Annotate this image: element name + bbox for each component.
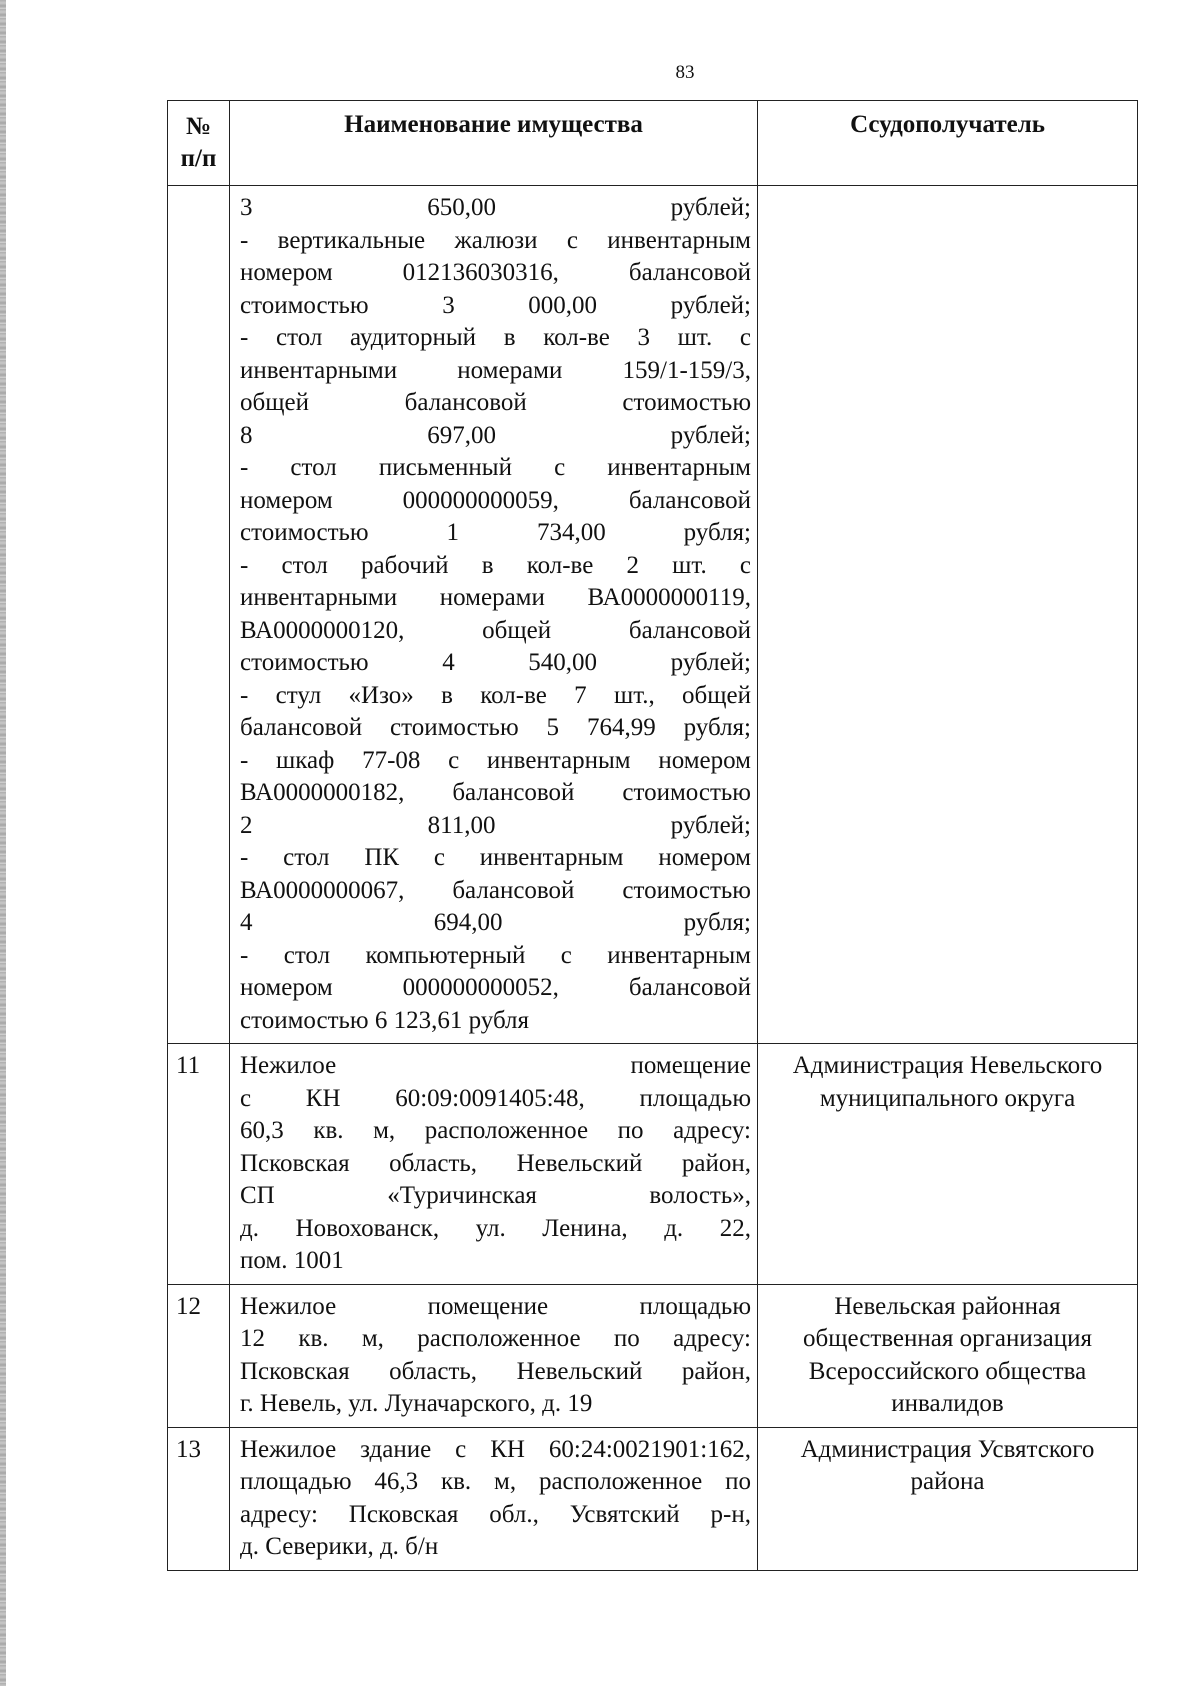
text-line: Псковская область, Невельский район, bbox=[240, 1357, 751, 1385]
header-property-name: Наименование имущества bbox=[230, 101, 758, 186]
text-line: Нежилое помещение bbox=[240, 1052, 751, 1079]
text-line: балансовой стоимостью 5 764,99 рубля; bbox=[240, 714, 751, 741]
text-line: д. Новохованск, ул. Ленина, д. 22, bbox=[240, 1214, 751, 1242]
text-line: СП «Туричинская волость», bbox=[240, 1182, 751, 1209]
table-row bbox=[168, 1427, 1138, 1570]
text-line: 3 650,00 рублей; bbox=[240, 194, 751, 221]
text-line: - стул «Изо» в кол-ве 7 шт., общей bbox=[240, 681, 751, 709]
text-line: д. Северики, д. б/н bbox=[240, 1533, 439, 1560]
row-number bbox=[168, 186, 230, 1044]
property-table bbox=[167, 100, 1138, 1571]
text-line: пом. 1001 bbox=[240, 1247, 344, 1274]
text-line: Нежилое здание с КН 60:24:0021901:162, bbox=[240, 1435, 751, 1463]
text-line: номером 000000000052, балансовой bbox=[240, 974, 751, 1001]
text-line: с КН 60:09:0091405:48, площадью bbox=[240, 1084, 751, 1112]
text-line: стоимостью 4 540,00 рублей; bbox=[240, 649, 751, 676]
property-description bbox=[230, 1044, 758, 1285]
text-line: Всероссийского общества bbox=[808, 1357, 1087, 1385]
text-line: муниципального округа bbox=[819, 1084, 1076, 1112]
table-row bbox=[168, 1284, 1138, 1427]
text-line: - вертикальные жалюзи с инвентарным bbox=[240, 226, 751, 254]
text-line: ВА0000000120, общей балансовой bbox=[240, 616, 751, 644]
scan-edge bbox=[0, 0, 6, 1686]
text-line: - стол ПК с инвентарным номером bbox=[240, 844, 751, 871]
recipient bbox=[758, 1427, 1138, 1570]
text-line: ВА0000000182, балансовой стоимостью bbox=[240, 779, 751, 806]
text-line: Нежилое помещение площадью bbox=[240, 1292, 751, 1320]
text-line: инвентарными номерами 159/1-159/3, bbox=[240, 356, 751, 384]
text-line: общественная организация bbox=[803, 1325, 1092, 1352]
table-body bbox=[168, 186, 1138, 1571]
text-line: стоимостью 1 734,00 рубля; bbox=[240, 519, 751, 546]
text-line: - стол аудиторный в кол-ве 3 шт. с bbox=[240, 324, 751, 351]
text-line: ВА0000000067, балансовой стоимостью bbox=[240, 876, 751, 904]
text-line: 4 694,00 рубля; bbox=[240, 909, 751, 936]
text-line: - шкаф 77-08 с инвентарным номером bbox=[240, 746, 751, 774]
text-line: Псковская область, Невельский район, bbox=[240, 1149, 751, 1177]
text-line: Невельская районная bbox=[834, 1292, 1061, 1320]
text-line: г. Невель, ул. Луначарского, д. 19 bbox=[240, 1390, 593, 1417]
text-line: общей балансовой стоимостью bbox=[240, 389, 751, 416]
row-number: 11 bbox=[168, 1044, 230, 1285]
text-line: - стол рабочий в кол-ве 2 шт. с bbox=[240, 551, 751, 579]
header-recipient: Ссудополучатель bbox=[758, 101, 1138, 186]
property-description bbox=[230, 1427, 758, 1570]
header-number-line-2: п/п bbox=[180, 145, 217, 172]
table-row-continuation bbox=[168, 186, 1138, 1044]
table-row bbox=[168, 1044, 1138, 1285]
text-line: 12 кв. м, расположенное по адресу: bbox=[240, 1325, 751, 1352]
text-line: площадью 46,3 кв. м, расположенное по bbox=[240, 1468, 751, 1495]
text-line: номером 012136030316, балансовой bbox=[240, 259, 751, 286]
page-number: 83 bbox=[675, 62, 695, 83]
recipient bbox=[758, 1284, 1138, 1427]
text-line: стоимостью 3 000,00 рублей; bbox=[240, 291, 751, 319]
text-line: стоимостью 6 123,61 рубля bbox=[240, 1006, 530, 1034]
text-line: 8 697,00 рублей; bbox=[240, 421, 751, 449]
text-line: района bbox=[910, 1468, 985, 1495]
text-line: Администрация Усвятского bbox=[800, 1435, 1095, 1463]
text-line: 60,3 кв. м, расположенное по адресу: bbox=[240, 1117, 751, 1144]
text-line: адресу: Псковская обл., Усвятский р-н, bbox=[240, 1500, 751, 1528]
recipient bbox=[758, 1044, 1138, 1285]
property-description bbox=[230, 186, 758, 1044]
property-description bbox=[230, 1284, 758, 1427]
header-number bbox=[168, 101, 230, 186]
table-header-row bbox=[168, 101, 1138, 186]
text-line: инвалидов bbox=[891, 1390, 1004, 1417]
text-line: инвентарными номерами ВА0000000119, bbox=[240, 584, 751, 611]
recipient bbox=[758, 186, 1138, 1044]
text-line: - стол компьютерный с инвентарным bbox=[240, 941, 751, 969]
text-line: - стол письменный с инвентарным bbox=[240, 454, 751, 481]
row-number: 12 bbox=[168, 1284, 230, 1427]
header-number-line-1: № bbox=[185, 113, 212, 140]
row-number: 13 bbox=[168, 1427, 230, 1570]
text-line: Администрация Невельского bbox=[792, 1052, 1103, 1079]
text-line: 2 811,00 рублей; bbox=[240, 811, 751, 839]
text-line: номером 000000000059, балансовой bbox=[240, 486, 751, 514]
property-table-container bbox=[167, 100, 1137, 1571]
